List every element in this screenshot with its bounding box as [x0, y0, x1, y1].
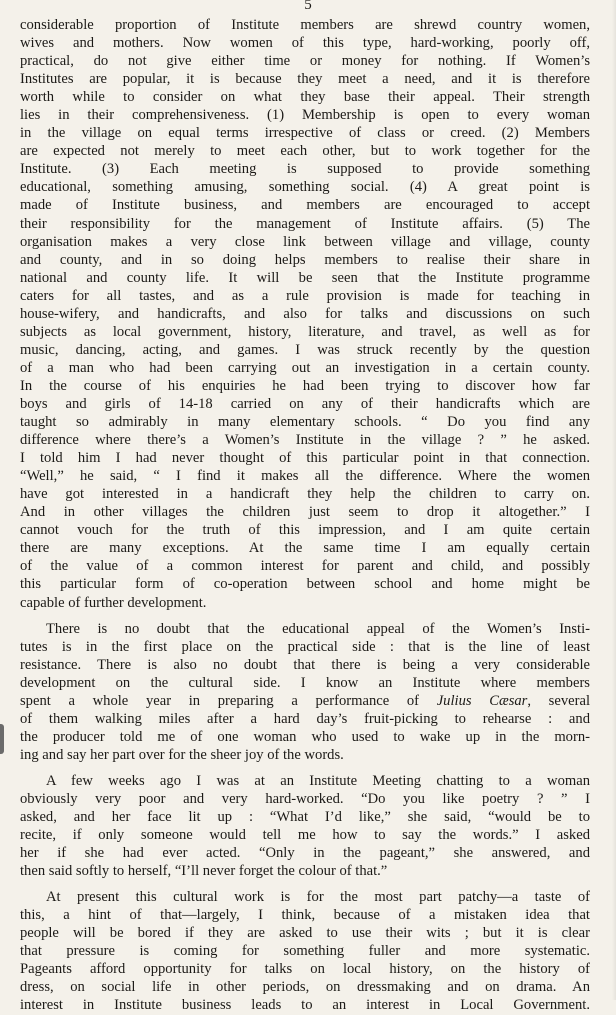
text-line: worth while to consider on what they base their appeal. Their strength	[20, 89, 590, 106]
text-line: music, dancing, acting, and games. I was struck recently by the question	[20, 341, 590, 358]
text-line: national and county life. It will be seen that the Institute programme	[20, 269, 590, 286]
text-line: tutes is in the first place on the practical side : that is the line of least	[20, 638, 590, 655]
text-line: their responsibility for the management of Institute affairs. (5) The	[20, 215, 590, 232]
text-line: there are many exceptions. At the same time I am equally certain	[20, 540, 590, 557]
text-line: interest in Institute business leads to an interest in Local Government.	[20, 997, 590, 1014]
text-line: recite, if only someone would tell me how to say the words.” I asked	[20, 827, 590, 844]
text-line: ing and say her part over for the sheer joy of the words.	[20, 746, 344, 763]
text-line: capable of further development.	[20, 594, 207, 611]
text-line: of the value of a common interest for parent and child, and possibly	[20, 558, 590, 575]
text-line: made of Institute business, and members are encouraged to accept	[20, 197, 590, 214]
page-number: 5	[304, 0, 312, 13]
text-line: caters for all tastes, and as a rule provision is made for teaching in	[20, 287, 590, 304]
binding-mark	[0, 724, 4, 754]
body-text	[20, 16, 590, 1015]
text-line: are expected not merely to meet each other, but to work together for the	[20, 143, 590, 160]
text-line: this, a hint of that—largely, I think, because of a mistaken idea that	[20, 907, 590, 924]
text-line: At present this cultural work is for the most part patchy—a taste of	[46, 889, 590, 906]
text-line	[20, 692, 590, 710]
text-line: then said softly to herself, “I’ll never forget the colour of that.”	[20, 863, 388, 880]
text-line: her if she had ever acted. “Only in the pageant,” she answered, and	[20, 845, 590, 862]
paragraph-2	[20, 620, 590, 764]
page-edge-shadow	[612, 0, 616, 1000]
text-line: There is no doubt that the educational appeal of the Women’s Insti-	[46, 620, 590, 637]
paragraph-3	[20, 772, 590, 880]
text-line: obviously very poor and very hard-worked. “Do you like poetry ? ” I	[20, 790, 590, 807]
text-line: subjects as local government, history, literature, and travel, as well as for	[20, 323, 590, 340]
text-line: Institutes are popular, it is because they meet a need, and it is therefore	[20, 71, 590, 88]
text-span: , several	[527, 692, 590, 709]
text-line: I told him I had never thought of this particular point in that connection.	[20, 450, 590, 467]
text-line: development on the cultural side. I know an Institute where members	[20, 674, 590, 691]
text-line: wives and mothers. Now women of this type, hard-working, poorly off,	[20, 35, 590, 52]
text-line: this particular form of co-operation between school and home might be	[20, 576, 590, 593]
text-span: spent a whole year in preparing a performance of	[20, 692, 437, 709]
text-line: educational, something amusing, something social. (4) A great point is	[20, 179, 590, 196]
text-line: in the village on equal terms irrespective of class or creed. (2) Members	[20, 125, 590, 142]
text-line: In the course of his enquiries he had been trying to discover how far	[20, 377, 590, 394]
text-line: “Well,” he said, “ I find it makes all the difference. Where the women	[20, 468, 590, 485]
text-line: difference where there’s a Women’s Institute in the village ? ” he asked.	[20, 432, 590, 449]
text-line: resistance. There is also no doubt that there is being a very considerable	[20, 656, 590, 673]
text-line: taught so admirably in many elementary schools. “ Do you find any	[20, 414, 590, 431]
text-line: organisation makes a very close link between village and village, county	[20, 233, 590, 250]
paragraph-4	[20, 888, 590, 1014]
text-line: And in other villages the children just seem to drop it altogether.” I	[20, 504, 590, 521]
text-line: Pageants afford opportunity for talks on local history, on the history of	[20, 961, 590, 978]
text-line: have got interested in a handicraft they help the children to carry on.	[20, 486, 590, 503]
text-line: asked, and her face lit up : “What I’d like,” she said, “would be to	[20, 809, 590, 826]
text-line: of a man who had been carrying out an investigation in a certain county.	[20, 359, 590, 376]
text-line: the producer told me of one woman who used to wake up in the morn-	[20, 728, 590, 745]
text-line: practical, do not give either time or money for nothing. If Women’s	[20, 53, 590, 70]
text-line: considerable proportion of Institute members are shrewd country women,	[20, 17, 590, 33]
text-line: that pressure is coming for something fuller and more systematic.	[20, 943, 590, 960]
text-line: cannot vouch for the truth of this impression, and I am quite certain	[20, 522, 590, 539]
text-line: Institute. (3) Each meeting is supposed to provide something	[20, 161, 590, 178]
paragraph-1	[20, 16, 590, 612]
text-line: of them walking miles after a hard day’s fruit-picking to rehearse : and	[20, 710, 590, 727]
text-line: A few weeks ago I was at an Institute Meeting chatting to a woman	[46, 772, 590, 789]
text-line: boys and girls of 14-18 carried on any of their handicrafts which are	[20, 395, 590, 412]
play-title: Julius Cæsar	[436, 692, 528, 709]
text-line: house-wifery, and handicrafts, and also for talks and discussions on such	[20, 305, 590, 322]
text-line: people will be bored if they are asked to use their wits ; but it is clear	[20, 925, 590, 942]
text-line: and county, and in so doing helps members to realise their share in	[20, 251, 590, 268]
text-line: dress, on social life in other periods, on dressmaking and on drama. An	[20, 979, 590, 996]
text-line: lies in their comprehensiveness. (1) Membership is open to every woman	[20, 107, 590, 124]
